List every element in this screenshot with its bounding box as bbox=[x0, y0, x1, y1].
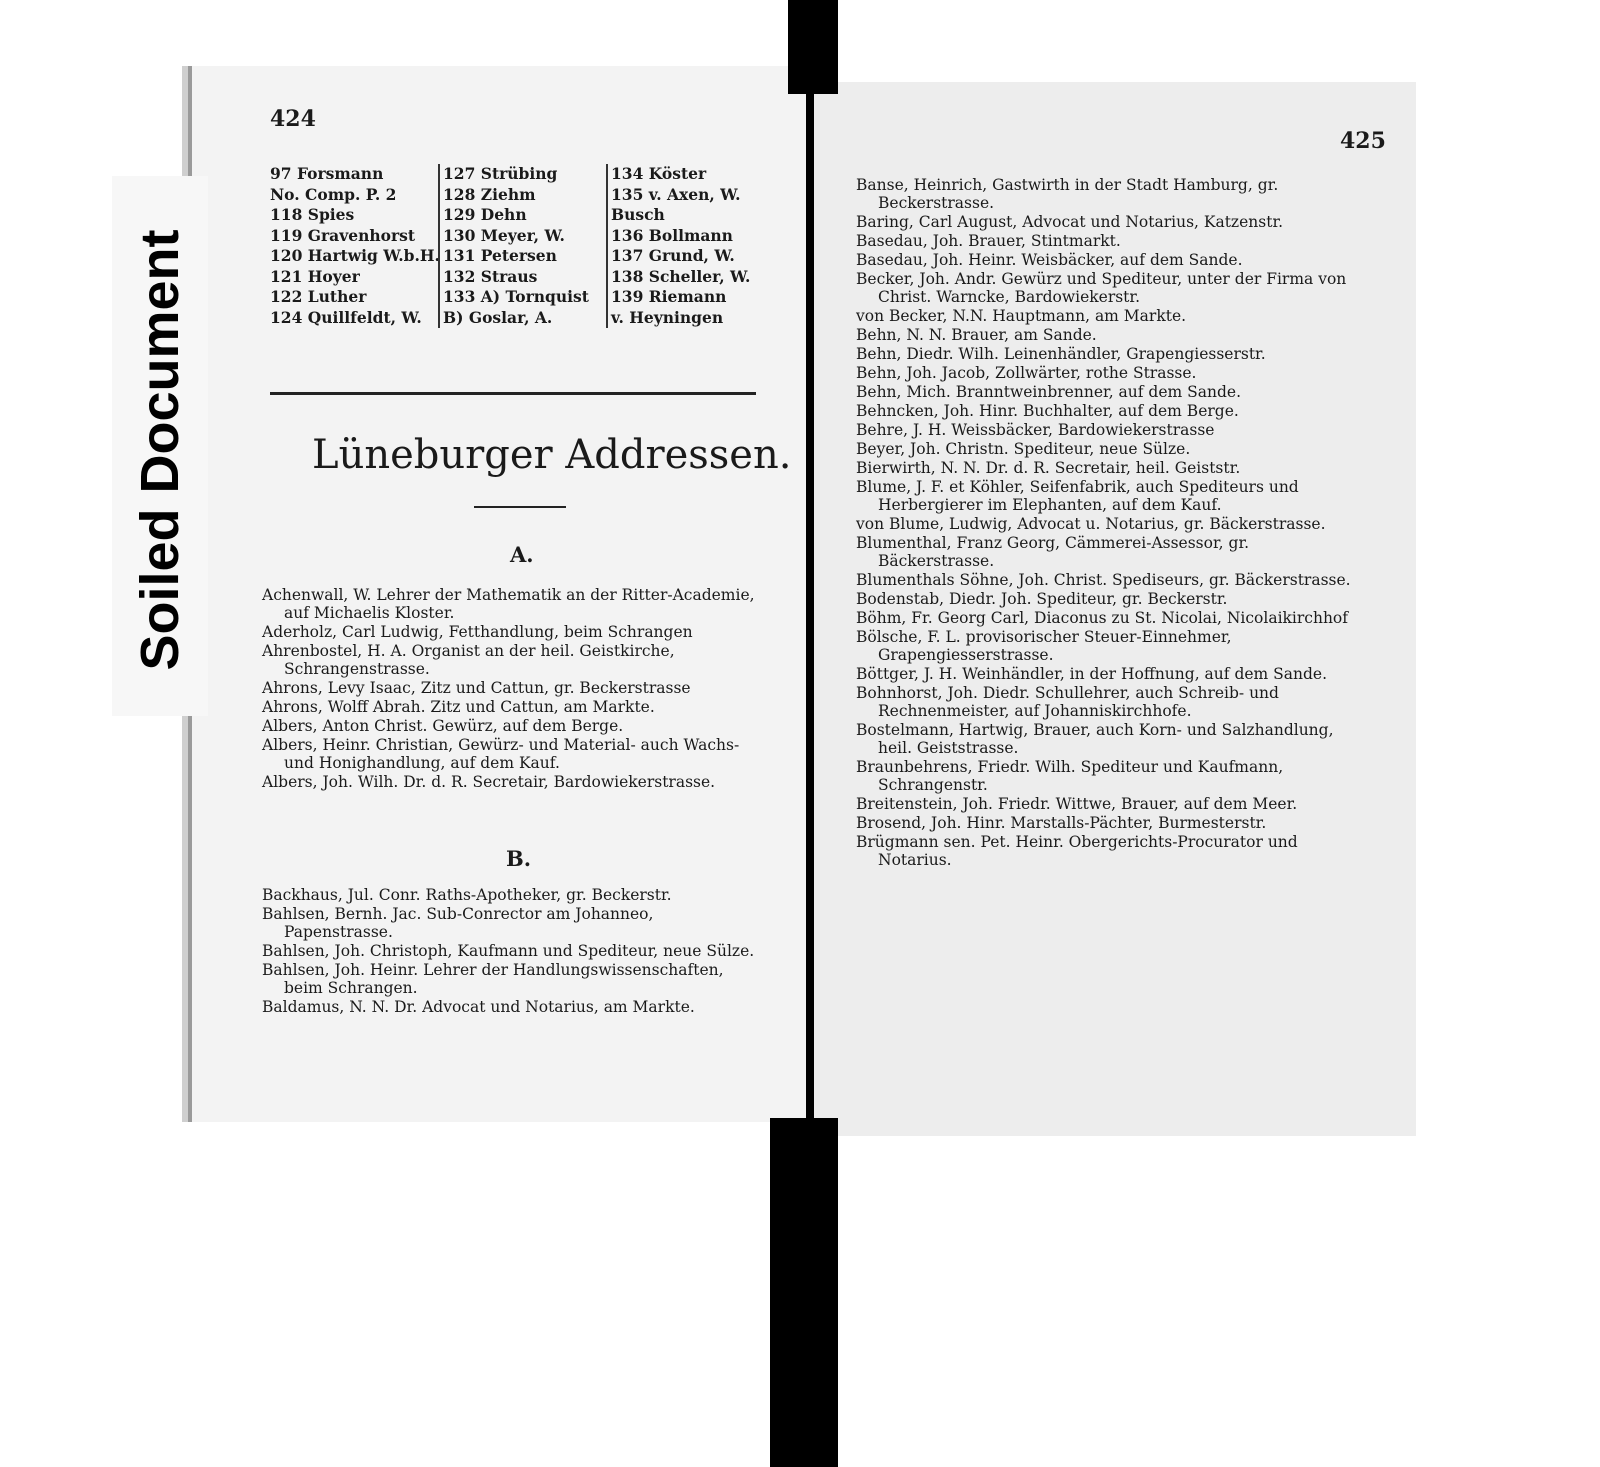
company-entry: 132 Straus bbox=[443, 266, 538, 286]
company-entry: 124 Quillfeldt, W. bbox=[270, 307, 422, 327]
company-entry: 135 v. Axen, W. bbox=[611, 184, 741, 204]
company-entry: 129 Dehn bbox=[443, 205, 527, 224]
soiled-document-label: Soiled Document bbox=[130, 229, 190, 671]
company-entry: 127 Strübing bbox=[443, 164, 558, 183]
company-column-3 bbox=[606, 164, 750, 328]
address-entry: Backhaus, Jul. Conr. Raths-Apotheker, gr. Beckerstr. bbox=[262, 886, 672, 904]
address-entry: Bostelmann, Hartwig, Brauer, auch Korn- und Salzhandlung, heil. Geiststrasse. bbox=[856, 721, 1334, 757]
letter-heading-a: A. bbox=[510, 542, 534, 567]
company-entry: 128 Ziehm bbox=[443, 184, 536, 204]
company-entry: 133 A) Tornquist bbox=[443, 287, 589, 306]
address-entry: Böhm, Fr. Georg Carl, Diaconus zu St. Nicolai, Nicolaikirchhof bbox=[856, 609, 1349, 627]
address-entry: Ahrons, Levy Isaac, Zitz und Cattun, gr. Beckerstrasse bbox=[262, 679, 691, 697]
address-entry: Blumenthal, Franz Georg, Cämmerei-Assessor, gr. Bäckerstrasse. bbox=[856, 534, 1250, 570]
company-column-1 bbox=[270, 164, 440, 328]
address-entry: Brügmann sen. Pet. Heinr. Obergerichts-Procurator und Notarius. bbox=[856, 833, 1298, 869]
company-entry: 130 Meyer, W. bbox=[443, 225, 565, 245]
company-entry: 138 Scheller, W. bbox=[611, 266, 751, 286]
left-page-number: 424 bbox=[270, 106, 316, 132]
spine-top-strip bbox=[788, 0, 838, 94]
address-entry: Blumenthals Söhne, Joh. Christ. Spediseurs, gr. Bäckerstrasse. bbox=[856, 571, 1351, 589]
address-entry: Beyer, Joh. Christn. Spediteur, neue Sülze. bbox=[856, 440, 1191, 458]
company-entry: B) Goslar, A. bbox=[443, 307, 553, 327]
address-entry: von Becker, N.N. Hauptmann, am Markte. bbox=[856, 307, 1187, 325]
company-entry: 120 Hartwig W.b.H. bbox=[270, 246, 440, 265]
address-entry: Bodenstab, Diedr. Joh. Spediteur, gr. Beckerstr. bbox=[856, 590, 1228, 608]
address-entry: Braunbehrens, Friedr. Wilh. Spediteur und Kaufmann, Schrangenstr. bbox=[856, 758, 1284, 794]
company-entry: 137 Grund, W. bbox=[611, 246, 735, 265]
company-column-2 bbox=[438, 164, 589, 328]
address-entry: Ahrenbostel, H. A. Organist an der heil. Geistkirche, Schrangenstrasse. bbox=[262, 642, 675, 678]
company-entry: 139 Riemann bbox=[611, 287, 727, 306]
company-entry: 97 Forsmann bbox=[270, 164, 384, 183]
address-entry: Breitenstein, Joh. Friedr. Wittwe, Brauer, auf dem Meer. bbox=[856, 795, 1298, 813]
spine-bottom-strip bbox=[770, 1118, 838, 1467]
address-entry: Behre, J. H. Weissbäcker, Bardowiekerstrasse bbox=[856, 421, 1215, 439]
company-entry: Busch bbox=[611, 205, 665, 224]
address-list-right bbox=[856, 176, 1356, 870]
address-entry: Banse, Heinrich, Gastwirth in der Stadt Hamburg, gr. Beckerstrasse. bbox=[856, 176, 1279, 212]
address-entry: Bahlsen, Joh. Christoph, Kaufmann und Spediteur, neue Sülze. bbox=[262, 942, 755, 960]
address-entry: Behn, Mich. Branntweinbrenner, auf dem Sande. bbox=[856, 383, 1242, 401]
address-entry: Bahlsen, Joh. Heinr. Lehrer der Handlungswissenschaften, beim Schrangen. bbox=[262, 961, 724, 997]
address-entry: Achenwall, W. Lehrer der Mathematik an der Ritter-Academie, auf Michaelis Kloster. bbox=[262, 586, 755, 622]
company-entry: 134 Köster bbox=[611, 164, 707, 183]
address-entry: Becker, Joh. Andr. Gewürz und Spediteur, unter der Firma von Christ. Warncke, Bardowiekerstr. bbox=[856, 270, 1347, 306]
address-entry: Behn, Joh. Jacob, Zollwärter, rothe Strasse. bbox=[856, 364, 1197, 382]
address-list-b bbox=[262, 886, 762, 1017]
address-entry: Bölsche, F. L. provisorischer Steuer-Einnehmer, Grapengiesserstrasse. bbox=[856, 628, 1232, 664]
section-heading: Lüneburger Addressen. bbox=[312, 432, 792, 478]
address-entry: von Blume, Ludwig, Advocat u. Notarius, gr. Bäckerstrasse. bbox=[856, 515, 1326, 533]
company-entry: 136 Bollmann bbox=[611, 225, 733, 245]
company-entry: v. Heyningen bbox=[611, 307, 724, 327]
book-gutter bbox=[806, 94, 814, 1124]
address-entry: Brosend, Joh. Hinr. Marstalls-Pächter, Burmesterstr. bbox=[856, 814, 1267, 832]
company-entry: 121 Hoyer bbox=[270, 266, 360, 286]
company-entry: 119 Gravenhorst bbox=[270, 225, 415, 245]
letter-heading-b: B. bbox=[506, 846, 532, 871]
address-entry: Albers, Anton Christ. Gewürz, auf dem Berge. bbox=[262, 717, 624, 735]
address-entry: Bohnhorst, Joh. Diedr. Schullehrer, auch Schreib- und Rechnenmeister, auf Johanniskirchhofe. bbox=[856, 684, 1279, 720]
address-entry: Ahrons, Wolff Abrah. Zitz und Cattun, am Markte. bbox=[262, 698, 655, 716]
divider-rule bbox=[270, 392, 756, 395]
address-entry: Albers, Heinr. Christian, Gewürz- und Material- auch Wachs- und Honighandlung, auf dem Kauf. bbox=[262, 736, 740, 772]
address-entry: Albers, Joh. Wilh. Dr. d. R. Secretair, Bardowiekerstrasse. bbox=[262, 773, 716, 791]
address-entry: Bierwirth, N. N. Dr. d. R. Secretair, heil. Geiststr. bbox=[856, 459, 1241, 477]
address-entry: Baldamus, N. N. Dr. Advocat und Notarius, am Markte. bbox=[262, 998, 695, 1016]
right-page-number: 425 bbox=[1340, 128, 1386, 154]
address-entry: Behncken, Joh. Hinr. Buchhalter, auf dem Berge. bbox=[856, 402, 1239, 420]
company-entry: 122 Luther bbox=[270, 287, 367, 306]
company-entry: 131 Petersen bbox=[443, 246, 557, 265]
address-entry: Böttger, J. H. Weinhändler, in der Hoffnung, auf dem Sande. bbox=[856, 665, 1328, 683]
heading-underline bbox=[474, 506, 566, 508]
address-entry: Aderholz, Carl Ludwig, Fetthandlung, beim Schrangen bbox=[262, 623, 693, 641]
address-entry: Behn, N. N. Brauer, am Sande. bbox=[856, 326, 1097, 344]
address-entry: Basedau, Joh. Heinr. Weisbäcker, auf dem Sande. bbox=[856, 251, 1243, 269]
address-entry: Baring, Carl August, Advocat und Notarius, Katzenstr. bbox=[856, 213, 1284, 231]
address-entry: Behn, Diedr. Wilh. Leinenhändler, Grapengiesserstr. bbox=[856, 345, 1266, 363]
address-entry: Basedau, Joh. Brauer, Stintmarkt. bbox=[856, 232, 1121, 250]
company-entry: No. Comp. P. 2 bbox=[270, 184, 397, 204]
address-entry: Bahlsen, Bernh. Jac. Sub-Conrector am Johanneo, Papenstrasse. bbox=[262, 905, 654, 941]
company-entry: 118 Spies bbox=[270, 205, 355, 224]
address-entry: Blume, J. F. et Köhler, Seifenfabrik, auch Spediteurs und Herbergierer im Elephanten, auf dem Kauf. bbox=[856, 478, 1299, 514]
address-list-a bbox=[262, 586, 762, 792]
